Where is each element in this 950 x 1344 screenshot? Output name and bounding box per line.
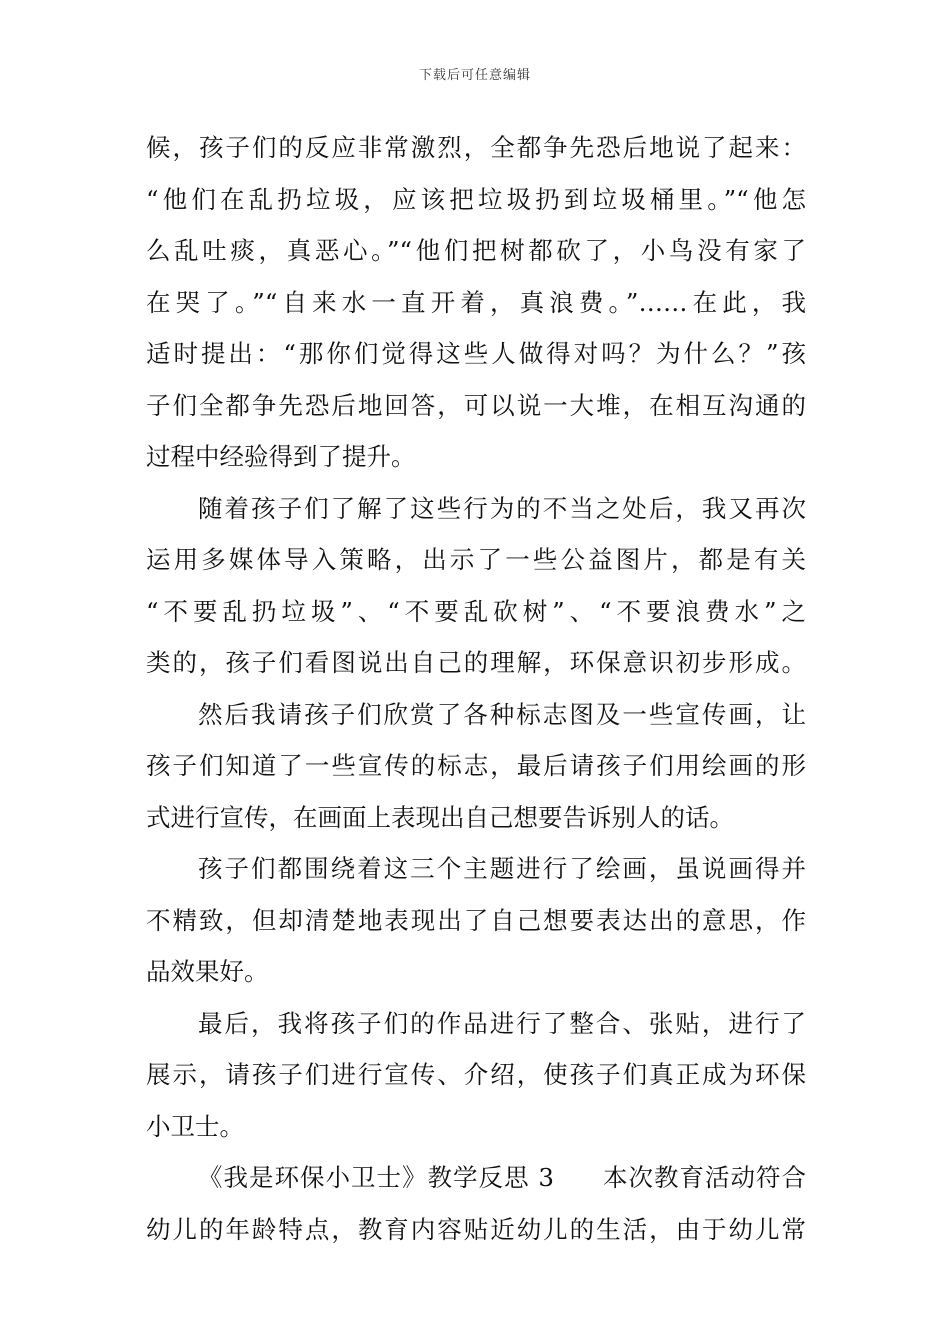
text-line: 式进行宣传，在画面上表现出自己想要告诉别人的话。 (146, 802, 734, 832)
document-body (146, 122, 806, 1255)
text-line (146, 1152, 806, 1204)
text-line: 不精致，但却清楚地表现出了自己想要表达出的意思，作 (146, 905, 806, 935)
text-line: 然后我请孩子们欣赏了各种标志图及一些宣传画，让 (198, 699, 806, 729)
text-line: 品效果好。 (146, 957, 269, 986)
text-line: 最后，我将孩子们的作品进行了整合、张贴，进行了 (198, 1008, 806, 1038)
section-lead-text: 本次教育活动符合 (601, 1163, 807, 1192)
text-line: 小卫士。 (146, 1111, 244, 1141)
text-line: 展示，请孩子们进行宣传、介绍，使孩子们真正成为环保 (146, 1060, 806, 1089)
text-line: “他们在乱扔垃圾，应该把垃圾扔到垃圾桶里。”“他怎 (146, 184, 806, 214)
text-line: 幼儿的年龄特点，教育内容贴近幼儿的生活，由于幼儿常 (146, 1214, 806, 1244)
text-line: “不要乱扔垃圾”、“不要乱砍树”、“不要浪费水”之 (146, 596, 806, 626)
text-line: 随着孩子们了解了这些行为的不当之处后，我又再次 (198, 493, 806, 523)
text-line: 孩子们都围绕着这三个主题进行了绘画，虽说画得并 (198, 854, 806, 883)
text-line: 在哭了。”“自来水一直开着，真浪费。”……在此，我 (146, 287, 806, 317)
section-heading: 《我是环保小卫士》教学反思 3 (198, 1163, 554, 1192)
text-line: 适时提出：“那你们觉得这些人做得对吗？为什么？”孩 (146, 339, 806, 368)
text-line: 类的，孩子们看图说出自己的理解，环保意识初步形成。 (146, 648, 806, 677)
page-header-note: 下载后可任意编辑 (418, 68, 531, 83)
text-line: 孩子们知道了一些宣传的标志，最后请孩子们用绘画的形 (146, 751, 806, 780)
text-line: 运用多媒体导入策略，出示了一些公益图片，都是有关 (146, 545, 806, 574)
text-line: 么乱吐痰，真恶心。”“他们把树都砍了，小鸟没有家了 (146, 236, 806, 265)
text-line: 候，孩子们的反应非常激烈，全都争先恐后地说了起来： (146, 133, 806, 162)
text-line: 过程中经验得到了提升。 (146, 442, 416, 471)
text-line: 子们全都争先恐后地回答，可以说一大堆，在相互沟通的 (146, 390, 806, 420)
